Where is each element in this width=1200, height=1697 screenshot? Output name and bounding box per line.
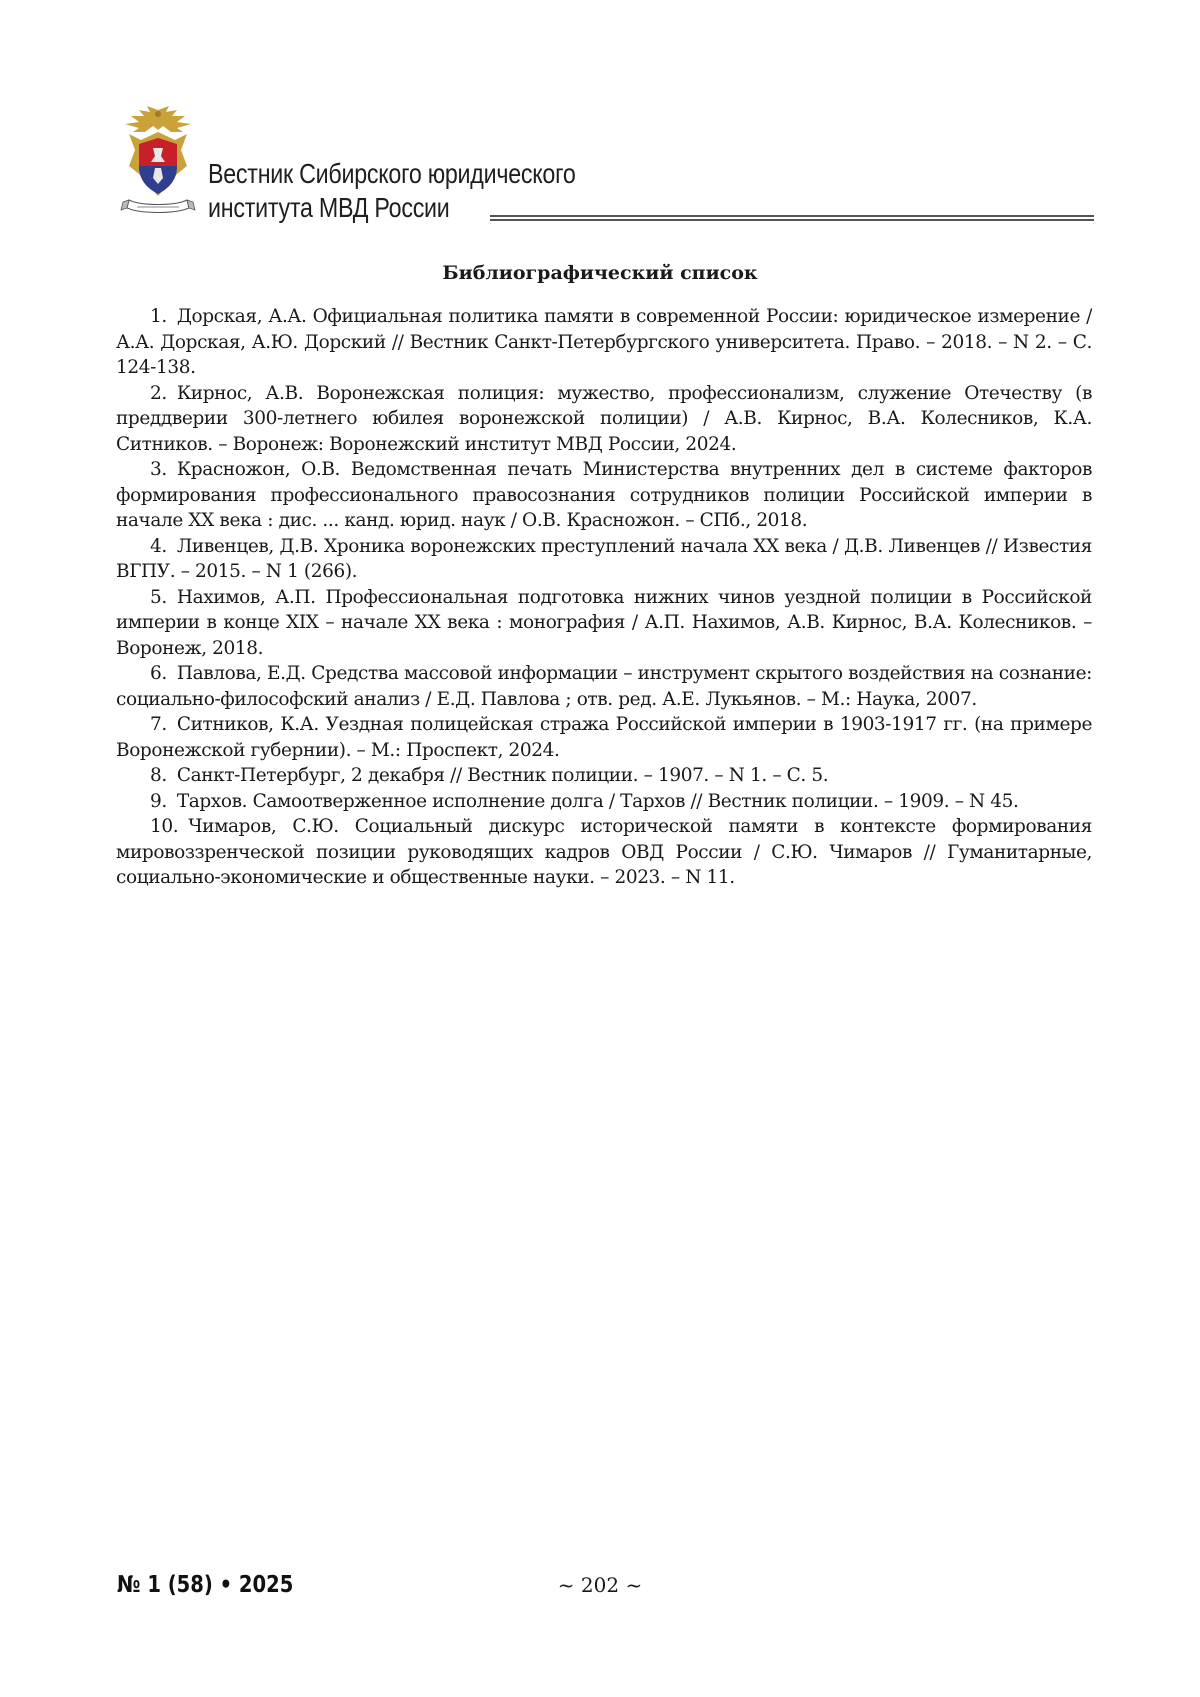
- reference-number: 7.: [150, 714, 167, 735]
- mvd-emblem-icon: [117, 104, 199, 222]
- reference-number: 4.: [150, 536, 167, 557]
- journal-title-line-1: Вестник Сибирского юридического: [208, 157, 575, 191]
- reference-number: 10.: [150, 816, 178, 837]
- reference-item: [116, 534, 1092, 585]
- reference-text: Тархов. Самоотверженное исполнение долга / Тархов // Вестник полиции. – 1909. – N 45.: [177, 791, 1019, 812]
- reference-item: [116, 304, 1092, 381]
- reference-item: [116, 814, 1092, 891]
- reference-text: Чимаров, С.Ю. Социальный дискурс исторической памяти в контексте формирования мировоззренческой позиции руководящих кадров ОВД России / С.Ю. Чимаров // Гуманитарные, социально-экономические и общественные науки. – 2023. – N 11.: [116, 816, 1092, 888]
- reference-item: [116, 763, 1092, 789]
- reference-number: 6.: [150, 663, 167, 684]
- reference-text: Дорская, А.А. Официальная политика памяти в современной России: юридическое измерение / А.А. Дорская, А.Ю. Дорский // Вестник Санкт-Петербургского университета. Право. – 2018. – N 2. – С. 124-138.: [116, 306, 1092, 378]
- page-number: ~ 202 ~: [0, 1573, 1200, 1597]
- reference-number: 9.: [150, 791, 167, 812]
- reference-item: [116, 789, 1092, 815]
- bibliography-list: [116, 304, 1092, 891]
- issue-number: № 1 (58) • 2025: [117, 1572, 293, 1598]
- reference-number: 8.: [150, 765, 167, 786]
- reference-text: Красножон, О.В. Ведомственная печать Министерства внутренних дел в системе факторов формирования профессионального правосознания сотрудников полиции Российской империи в начале XX века : дис. ... канд. юрид. наук / О.В. Красножон. – СПб., 2018.: [116, 459, 1092, 531]
- reference-text: Ситников, К.А. Уездная полицейская стража Российской империи в 1903-1917 гг. (на примере Воронежской губернии). – М.: Проспект, 2024.: [116, 714, 1092, 761]
- reference-number: 1.: [150, 306, 167, 327]
- reference-text: Кирнос, А.В. Воронежская полиция: мужество, профессионализм, служение Отечеству (в преддверии 300-летнего юбилея воронежской полиции) / А.В. Кирнос, В.А. Колесников, К.А. Ситников. – Воронеж: Воронежский институт МВД России, 2024.: [116, 383, 1092, 455]
- reference-text: Ливенцев, Д.В. Хроника воронежских преступлений начала XX века / Д.В. Ливенцев // Известия ВГПУ. – 2015. – N 1 (266).: [116, 536, 1092, 583]
- journal-title-line-2: института МВД России: [208, 191, 575, 225]
- reference-text: Нахимов, А.П. Профессиональная подготовка нижних чинов уездной полиции в Российской империи в конце XIX – начале XX века : монография / А.П. Нахимов, А.В. Кирнос, В.А. Колесников. – Воронеж, 2018.: [116, 587, 1092, 659]
- reference-item: [116, 712, 1092, 763]
- reference-number: 2.: [150, 383, 167, 404]
- header-divider: [490, 215, 1094, 221]
- reference-number: 3.: [150, 459, 167, 480]
- reference-item: [116, 661, 1092, 712]
- reference-text: Павлова, Е.Д. Средства массовой информации – инструмент скрытого воздействия на сознание: социально-философский анализ / Е.Д. Павлова ; отв. ред. А.Е. Лукьянов. – М.: Наука, 2007.: [116, 663, 1092, 710]
- reference-number: 5.: [150, 587, 167, 608]
- reference-text: Санкт-Петербург, 2 декабря // Вестник полиции. – 1907. – N 1. – С. 5.: [177, 765, 828, 786]
- reference-item: [116, 381, 1092, 458]
- section-heading: Библиографический список: [0, 262, 1200, 284]
- reference-item: [116, 457, 1092, 534]
- reference-item: [116, 585, 1092, 662]
- journal-page: [0, 0, 1200, 1697]
